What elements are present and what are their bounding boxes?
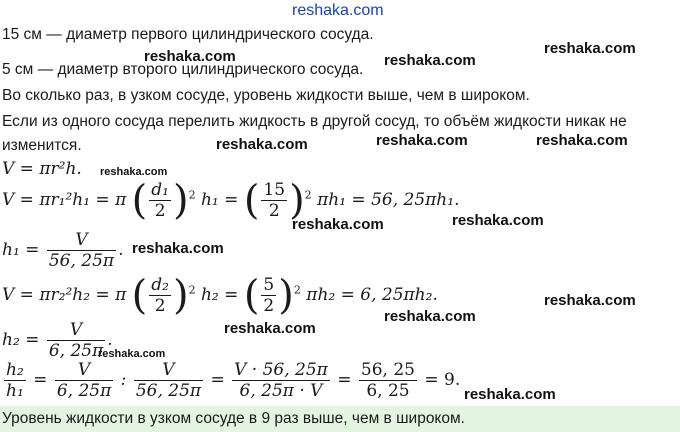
formula-v1-h: h₁ = (200, 190, 239, 210)
text-line-5: изменится. (2, 137, 82, 154)
watermark: reshaka.com (224, 320, 316, 337)
watermark: reshaka.com (536, 132, 628, 149)
watermark: reshaka.com (292, 216, 384, 233)
watermark: reshaka.com (98, 348, 166, 360)
formula-v1-tail: πh₁ = 56, 25πh₁. (317, 190, 460, 210)
watermark: reshaka.com (384, 308, 476, 325)
watermark: reshaka.com (544, 292, 636, 309)
answer-bar (0, 406, 680, 432)
text-line-2: 5 см — диаметр второго цилиндрического сосуда. (2, 61, 364, 78)
text-line-3: Во сколько раз, в узком сосуде, уровень жидкости выше, чем в широком. (2, 87, 530, 104)
formula-v1-d: d₁ (151, 180, 169, 200)
watermark: reshaka.com (132, 240, 224, 257)
watermark: reshaka.com (144, 48, 236, 65)
formula-ratio: $\frac{\text{h₂}}{\text{h₁}}$ = $\frac{V}{6, 25\pi}$ : $\frac{V}{56, 25\pi}$ = $\frac{V \cdot 56, 25\pi}{6, 25\pi \cdot V}$ = $\frac{56, 25}{6, 25}$ = 9. (6, 360, 461, 401)
formula-v1-two: 2 (149, 200, 171, 221)
formula-v1-left: V = πr₁²h₁ = π (2, 190, 127, 210)
formula-volume: V = πr²h. (2, 159, 82, 179)
answer-text: Уровень жидкости в узком сосуде в 9 раз выше, чем в широком. (2, 410, 465, 427)
watermark: reshaka.com (452, 212, 544, 229)
site-watermark-top: reshaka.com (292, 2, 384, 19)
watermark: reshaka.com (464, 386, 556, 403)
watermark: reshaka.com (544, 40, 636, 57)
watermark: reshaka.com (376, 132, 468, 149)
text-line-1: 15 см — диаметр первого цилиндрического сосуда. (2, 26, 374, 43)
watermark: reshaka.com (216, 136, 308, 153)
text-line-4: Если из одного сосуда перелить жидкость в другой сосуд, то объём жидкости никак не (2, 113, 627, 130)
formula-h2: h₂ = $\frac{V}{6, 25\pi}$ . (2, 320, 113, 361)
formula-h1: h₁ = $\frac{V}{56, 25\pi}$ . (2, 230, 124, 271)
formula-v2: V = πr₂²h₂ = π ( $\frac{\text{d₂}}{2}$ )$^2$ h₂ = ( $\frac{5}{2}$ )$^2$ πh₂ = 6, 25πh₂. (2, 272, 438, 319)
formula-v1: V = πr₁²h₁ = π ( $\frac{\text{d₁}}{2}$ )$^2$ h₁ = ( $\frac{15}{2}$ )$^2$ πh₁ = 56, 25πh₁. (2, 177, 460, 224)
watermark: reshaka.com (100, 166, 168, 178)
formula-v1-15: 15 (263, 180, 286, 200)
watermark: reshaka.com (384, 52, 476, 69)
